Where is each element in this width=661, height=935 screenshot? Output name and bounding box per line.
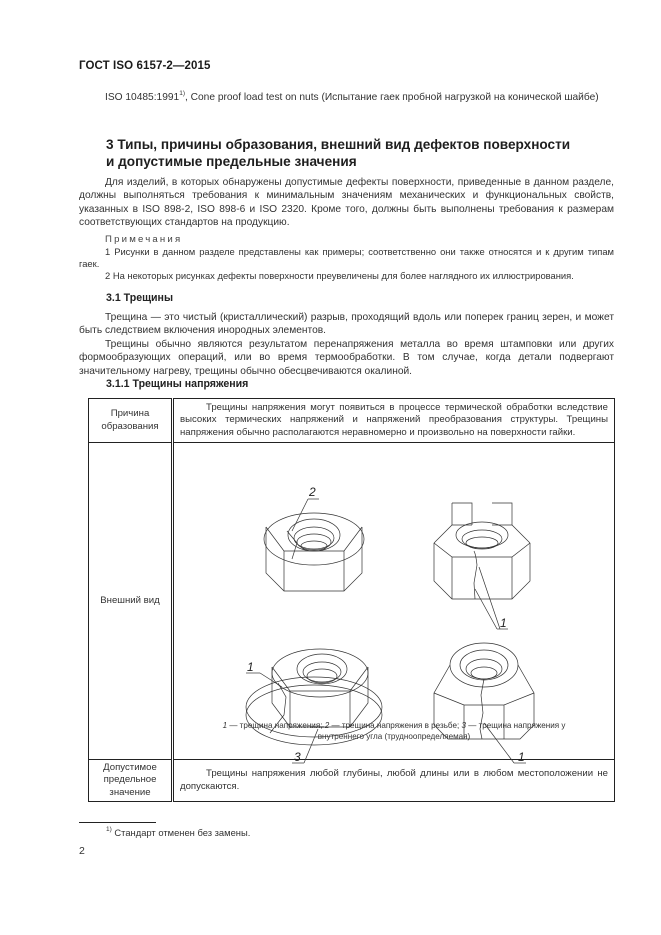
section-3-title-line1: 3 Типы, причины образования, внешний вид дефектов поверхности xyxy=(106,137,571,152)
reference-title: , Cone proof load test on nuts (Испытание гаек пробной нагрузкой на конической шайбе) xyxy=(184,92,599,103)
caption-key-1: 1 xyxy=(222,721,228,730)
nut-illustrations xyxy=(174,443,614,764)
footnote-text: Стандарт отменен без замены. xyxy=(111,827,251,838)
row-text-limit: Трещины напряжения любой глубины, любой длины или в любом местоположении не допускаются. xyxy=(173,760,615,802)
row-label-cause: Причина образования xyxy=(89,399,173,443)
caption-text-3: — трещина напряжения у внутреннего угла (трудноопределяемая) xyxy=(317,721,566,741)
reference-paragraph xyxy=(79,91,614,104)
nut-drawings-svg xyxy=(174,443,614,764)
table-row xyxy=(89,399,615,443)
svg-text:2: 2 xyxy=(309,485,316,499)
caption-text-2: — трещина напряжения в резьбе; xyxy=(329,721,462,730)
stress-cracks-table xyxy=(88,398,615,802)
notes-block xyxy=(79,234,614,282)
caption-key-3: 3 xyxy=(461,721,466,730)
row-figure-appearance xyxy=(173,443,615,764)
hex-nut-icon xyxy=(264,485,364,591)
footnote-mark: 1) xyxy=(106,826,112,833)
section-3-1-1-heading: 3.1.1 Трещины напряжения xyxy=(106,378,249,390)
note-1: 1 Рисунки в данном разделе представлены как примеры; соответственно они также относятся и к другим типам гаек. xyxy=(79,246,614,269)
page-number: 2 xyxy=(79,845,85,857)
row-label-appearance: Внешний вид xyxy=(89,443,173,760)
svg-text:1: 1 xyxy=(500,616,507,630)
table-row xyxy=(89,443,615,760)
section-3-heading xyxy=(106,136,570,170)
notes-title: Примечания xyxy=(105,234,183,245)
footnote-divider xyxy=(79,822,156,823)
document-header: ГОСТ ISO 6157-2—2015 xyxy=(79,60,211,72)
note-2: 2 На некоторых рисунках дефекты поверхности преувеличены для более наглядного их иллюстрирования. xyxy=(105,270,574,281)
section-3-title-line2: и допустимые предельные значения xyxy=(106,154,357,169)
caption-text-1: — трещина напряжения; xyxy=(227,721,325,730)
section-3-1-heading: 3.1 Трещины xyxy=(106,292,173,304)
castle-nut-icon xyxy=(434,503,530,630)
section-3-1-para-2: Трещины обычно являются результатом перенапряжения металла во время штамповки или других формообразующих операций, или во время термообработки. В том случае, когда детали подвергают значительному нагреву, трещины обычно обесцвечиваются окалиной. xyxy=(79,339,614,377)
table-row xyxy=(89,760,615,802)
row-label-limit: Допустимое предельное значение xyxy=(89,760,173,802)
footnote-ref[interactable]: 1) xyxy=(179,90,185,97)
caption-key-2: 2 xyxy=(324,721,330,730)
row-text-cause: Трещины напряжения могут появиться в процессе термической обработки вследствие высоких термических напряжений и напряжений преобразования структуры. Трещины напряжения обычно располагаются неравномерно и произвольно на поверхности гайки. xyxy=(173,399,615,443)
svg-text:1: 1 xyxy=(518,750,525,764)
section-3-body: Для изделий, в которых обнаружены допустимые дефекты поверхности, приведенные в данном разделе, должны выполняться требования к минимальным значениям механических и функциональных свойств, указанных в ISO 898-2, ISO 898-6 и ISO 2320. Кроме того, должны быть выполнены требования к размерам соответствующих стандартов на продукцию. xyxy=(79,177,614,228)
svg-text:1: 1 xyxy=(247,660,254,674)
reference-standard: ISO 10485:1991 xyxy=(105,92,180,103)
svg-text:3: 3 xyxy=(294,750,301,764)
section-3-1-para-1: Трещина — это чистый (кристаллический) разрыв, проходящий вдоль или поперек границ зерен, и может быть следствием включения инородных элементов. xyxy=(79,312,614,337)
footnote xyxy=(106,827,250,838)
